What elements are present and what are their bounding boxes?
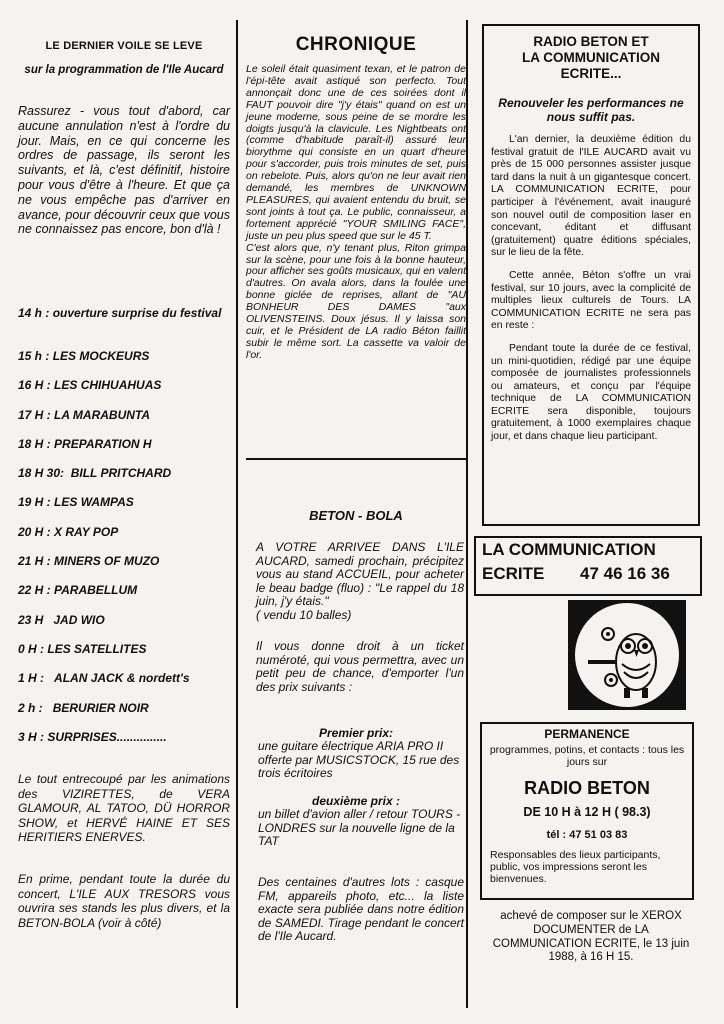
schedule-time: 3 H :	[18, 729, 45, 744]
radio-box-subtitle: Renouveler les performances ne nous suffit pas.	[498, 96, 684, 124]
bola-ticket-text: Il vous donne droit à un ticket numéroté, qui vous permettra, avec un petit peu de chance, d'emporter l'un des prix suivants :	[256, 639, 464, 694]
programme-subtitle: sur la programmation de l'Ile Aucard	[24, 64, 224, 76]
schedule-act: LES WAMPAS	[54, 495, 134, 510]
schedule-item	[18, 642, 230, 671]
programme-intro: Rassurez - vous tout d'abord, car aucune annulation n'est à l'ordre du jour. Mais, en ce qui concerne les ordres de passage, ils seront les suivants, et là, c'est définitif, histoire pour vous d'être à l'heure. Et que ça ne vous empêche pas d'arriver en avance, pour découvrir ceux que vous ne connaissez pas encore, bon d'là !	[18, 104, 230, 237]
schedule-item	[18, 554, 230, 583]
schedule-act: JAD WIO	[53, 612, 105, 627]
schedule-item	[18, 525, 230, 554]
prize1-body: une guitare électrique ARIA PRO II offerte par MUSICSTOCK, 15 rue des trois écritoires	[258, 739, 460, 780]
radio-box-paragraph: L'an dernier, la deuxième édition du festival gratuit de l'ILE AUCARD avait vu près de 15 000 personnes assister jusque tard dans la nuit à un gigantesque concert. LA COMMUNICATION ECRITE, pour participer à l'événement, avait inauguré son nouvel outil de composition laser en concevant, éditant et diffusant (gratuitement) quatre éditions spéciales, sur le lieu de la fête.	[491, 134, 691, 259]
schedule-act: ALAN JACK & nordett's	[54, 671, 190, 686]
schedule-item	[18, 306, 230, 349]
chronique-paragraph: C'est alors que, n'y tenant plus, Riton grimpa sur la scène, pour une fois à la bonne hauteur, pour afficher ses goûts musicaux, qui en valent d'autres. On avala alors, dans la foulée une bonne giclée de reprises, allant de "AU BONHEUR DES DAMES "aux OLIVENSTEINS. Doux jésus. Il y laissa son cuir, et le Président de LA radio Béton faillit subir le même sort. La cassette va valoir de l'or.	[246, 241, 466, 361]
schedule-item	[18, 730, 230, 759]
schedule-item	[18, 466, 230, 495]
schedule-item	[18, 701, 230, 730]
animations-paragraph: Le tout entrecoupé par les animations des VIZIRETTES, de VERA GLAMOUR, AL TATOO, DÜ HORROR SHOW, et HERVÉ HAINE ET SES HERITIERS ENERVES.	[18, 772, 230, 844]
colophon: achevé de composer sur le XEROX DOCUMENTER de LA COMMUNICATION ECRITE, le 13 juin 1988, à 16 H 15.	[492, 910, 690, 964]
schedule-time: 19 H :	[18, 495, 51, 510]
schedule-time: 22 H :	[18, 583, 51, 598]
chronique-title: CHRONIQUE	[295, 34, 417, 55]
permanence-responsables: Responsables des lieux participants, public, vos impressions seront les bienvenues.	[490, 849, 661, 885]
owl-logo-icon	[568, 600, 686, 710]
schedule-time: 15 h :	[18, 349, 50, 363]
schedule-time: 17 H :	[18, 407, 51, 422]
schedule-act: BILL PRITCHARD	[70, 466, 172, 481]
schedule-item	[18, 613, 230, 642]
schedule-time: 16 H :	[18, 378, 51, 393]
prize1-title: Premier prix:	[318, 726, 394, 740]
schedule-time: 1 H :	[18, 671, 45, 686]
schedule-time: 18 H 30:	[18, 466, 65, 481]
beton-bola-title: BETON - BOLA	[309, 508, 403, 523]
schedule-item	[18, 349, 230, 378]
schedule-time: 14 h :	[18, 306, 50, 320]
radio-beton-box	[482, 24, 700, 526]
bola-price: ( vendu 10 balles)	[256, 607, 352, 622]
programme-title: LE DERNIER VOILE SE LEVE	[45, 40, 203, 52]
radio-box-paragraph: Cette année, Béton s'offre un vrai festival, sur 10 jours, avec la complicité de multiples lieux culturels de Tours. LA COMMUNICATION ECRITE ne sera pas en reste :	[491, 269, 691, 332]
permanence-station: RADIO BETON	[524, 778, 650, 798]
schedule-time: 0 H :	[18, 641, 45, 656]
schedule-item	[18, 583, 230, 612]
comm-name-line1: LA COMMUNICATION	[482, 540, 656, 559]
schedule-act: MINERS OF MUZO	[54, 554, 160, 569]
permanence-tel: tél : 47 51 03 83	[546, 829, 628, 841]
section-divider-chronique	[246, 458, 466, 460]
schedule-act: SURPRISES...............	[47, 729, 167, 744]
schedule-time: 21 H :	[18, 554, 51, 569]
prize2-title: deuxième prix :	[311, 794, 401, 808]
schedule-act: BERURIER NOIR	[52, 700, 149, 715]
schedule-act: X RAY POP	[54, 524, 119, 539]
comm-phone: 47 46 16 36	[580, 564, 670, 583]
chronique-body	[246, 64, 466, 362]
schedule-item	[18, 408, 230, 437]
radio-box-title: RADIO BETON ET LA COMMUNICATION ECRITE...	[522, 34, 660, 81]
schedule-act: LES SATELLITES	[47, 641, 147, 656]
bonus-paragraph: En prime, pendant toute la durée du concert, L'ILE AUX TRESORS vous ouvrira ses stands les plus divers, et la BETON-BOLA (voir à côté)	[18, 872, 230, 930]
permanence-desc: programmes, potins, et contacts : tous les jours sur	[489, 744, 685, 768]
schedule-act: ouverture surprise du festival	[52, 306, 222, 320]
schedule-item	[18, 495, 230, 524]
column-divider-right	[466, 20, 468, 1008]
comm-name-line2: ECRITE	[482, 564, 545, 583]
schedule-act: LES CHIHUAHUAS	[54, 378, 162, 393]
schedule-act: LES MOCKEURS	[52, 349, 150, 363]
radio-box-paragraph: Pendant toute la durée de ce festival, un mini-quotidien, rédigé par une équipe composée de journalistes professionnels ou amateurs, et conçu par l'équipe technique de LA COMMUNICATION ECRITE sera disponible, toujours gratuitement, à 1000 exemplaires chaque jour, et dans chaque lieu participant.	[491, 342, 691, 443]
permanence-title: PERMANENCE	[544, 727, 630, 741]
schedule-item	[18, 671, 230, 700]
schedule-time: 2 h :	[18, 700, 43, 715]
permanence-hours: DE 10 H à 12 H ( 98.3)	[523, 805, 651, 819]
schedule-act: PARABELLUM	[54, 583, 138, 598]
schedule-act: PREPARATION H	[54, 436, 152, 451]
column-divider-left	[236, 20, 238, 1008]
schedule-item	[18, 378, 230, 407]
schedule-time: 23 H	[18, 612, 44, 627]
schedule-time: 18 H :	[18, 436, 51, 451]
schedule-item	[18, 437, 230, 466]
chronique-paragraph: Le soleil était quasiment texan, et le patron de l'épi-tête avait astiqué son perfecto. Tout annonçait donc une de ces soirées dont il FAUT pouvoir dire "j'y étais" quand on est un jeune moderne, sous peine de se mordre les doigts jusqu'à la clavicule. Les Nightbeats ont (comme d'habitude paraît-il) assuré leur biorythme qui consiste en un quart d'heure pour s'accorder, puis trois minutes de set, puis on rebelote. Puis, alors qu'on ne leur avait rien demandé, les membres de UNKNOWN PLEASURES, qui avaient entendu du bruit, se sont joints à tout ça. Le public, connaisseur, a fortement apprécié "YOUR SMILING FACE", juste un peu plus speed que sur le 45 T.	[246, 63, 466, 242]
prize2-body: un billet d'avion aller / retour TOURS - LONDRES sur la nouvelle ligne de la TAT	[258, 807, 461, 848]
schedule-list	[18, 306, 230, 759]
communication-ecrite-box	[474, 536, 702, 596]
other-prizes: Des centaines d'autres lots : casque FM, appareils photo, etc... la liste exacte sera publiée dans notre édition de SAMEDI. Tirage pendant le concert de l'Ile Aucard.	[258, 875, 464, 943]
schedule-act: LA MARABUNTA	[54, 407, 151, 422]
schedule-time: 20 H :	[18, 524, 51, 539]
permanence-box	[480, 722, 694, 900]
beton-bola-intro	[256, 541, 464, 622]
bola-intro-text: A VOTRE ARRIVEE DANS L'ILE AUCARD, samedi prochain, précipitez vous au stand ACCUEIL, pour acheter le beau badge (fluo) : "Le rappel du 18 juin, j'y étais."	[256, 540, 464, 608]
